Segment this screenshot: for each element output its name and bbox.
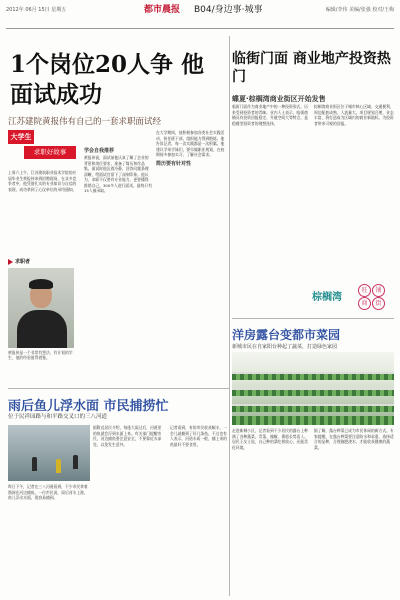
- story4-column-h: 昨日下午，记者在三八河道看到，不少市民拿着渔网在河边捕鱼。一位市民说，雨后河水上涨，鱼儿浮出水面，很容易捕到。: [8, 484, 88, 500]
- story1-column-a: 上周六上午，江苏建筑职业技术学院的应届毕业生黄报伟来到招聘现场，在众多竞争者中，他凭借扎实的专业知识与自信的表现，成功拿到了心仪单位的录用通知。: [8, 170, 77, 192]
- story3-headline: 洋房露台变都市菜园: [232, 328, 341, 342]
- masthead-rule: [6, 28, 394, 29]
- logo-text: 棕榈湾: [312, 292, 342, 303]
- story3-column-f: 走进新城小区，记者看到不少居民的露台上种满了各种蔬菜，青菜、辣椒、番茄长势喜人。居民王女士说，自己种的菜吃着放心，还能美化环境。: [232, 428, 308, 450]
- story2-column-d: 临街门面作为商业地产中的一种投资形式，历来受到投资者的青睐。业内人士表示，临街商铺具有投资回报稳定、升值空间大等特点，是稳健型投资者的理想选择。: [232, 104, 308, 126]
- story1-subhead: 江苏建院黄报伟有自己的一套求职面试经: [8, 117, 162, 127]
- logo-circle: 商: [358, 297, 371, 310]
- photo-rooftop-garden: [232, 352, 394, 425]
- masthead-page: B04/身边事·城事: [194, 5, 263, 15]
- story2-column-e: 棕榈湾商业街区位于城市核心区域，交通便利，周边配套成熟，人流量大。项目规划合理，业态丰富，将打造成为区域内的商业新地标，为投资者带来可观的回报。: [314, 104, 394, 126]
- masthead: [6, 2, 394, 16]
- story2-subhead: 蝶夏·棕榈湾商业街区开始发售: [232, 95, 326, 103]
- tag-job-story: 求职好故事: [24, 146, 76, 159]
- story3-subhead: 新城市民在自家阳台种起了蔬菜，打造绿色家园: [232, 344, 338, 350]
- column-divider: [229, 36, 230, 596]
- masthead-editors: 编辑/李伟 美编/张强 校对/王梅: [325, 7, 394, 13]
- story4-column-i: 据附近居民介绍，每逢大雨过后，河道里的鱼就会浮到水面上来。有关部门提醒市民，河边捕鱼要注意安全，不要靠近水深处，以免发生意外。: [93, 425, 162, 447]
- triangle-icon: [8, 259, 13, 265]
- story4-headline: 雨后鱼儿浮水面 市民捕捞忙: [8, 399, 169, 414]
- story1-tag: [8, 130, 76, 167]
- story2-headline: 临街门面 商业地产投资热门: [232, 51, 391, 85]
- section-divider: [8, 388, 230, 389]
- story1-column-b: [84, 145, 152, 355]
- zonglvwan-logo: [312, 282, 392, 310]
- story1-column-b-text: 黄报伟说，面试前他认真了解了企业的背景和岗位要求，准备了简历和作品集。面试时他沉着冷静，回答问题条理清晰，给面试官留下了深刻印象。他认为，求职不仅要有专业能力，更要懂得推销自己。300多人进行面试，最终只有15人被录取。: [84, 155, 152, 193]
- story1-column-c: [156, 130, 226, 356]
- tag-student: 大学生: [8, 130, 34, 144]
- story4-column-j: 记者看到，有的市民收获颇丰，一会儿就捕到了好几条鱼。不过也有人表示，河道水质一般，捕上来的鱼最好不要食用。: [170, 425, 227, 447]
- section-heading: 简历要有针对性: [156, 160, 192, 167]
- story1-headline: 1个岗位20人争 他面试成功: [10, 51, 205, 108]
- logo-circle: 铺: [372, 284, 385, 297]
- section-divider: [232, 318, 394, 319]
- masthead-brand: 都市晨报: [144, 5, 181, 15]
- photo-fishing: [8, 425, 90, 481]
- person-label: [8, 258, 78, 266]
- person-label-text: 求职者: [15, 259, 31, 265]
- story1-column-c-text: 在大学期间，他积极参加各类社会实践活动，担任班干部，组织能力得到锻炼。他告诉记者，每一次实践都是一次积累。他建议学弟学妹们，要早做职业规划，在校期间多参加实习，了解社会需求。: [156, 130, 225, 157]
- story4-subhead: 位于民祥园路与和平路交叉口的三八河道: [8, 414, 108, 420]
- story3-column-g: 据了解，露台种菜已成为市民休闲的新方式。专家提醒，在露台种菜要注意防水和承重，选择适合的品种，合理施肥浇水，才能收获健康的蔬菜。: [314, 428, 394, 450]
- logo-circle: 旺: [358, 284, 371, 297]
- logo-circle: 街: [372, 297, 385, 310]
- photo-student: [8, 268, 74, 348]
- photo-caption: 黄报伟是一个非常有想法、有计划的学生，他的经验值得借鉴。: [8, 350, 73, 360]
- masthead-date: 2012年 06月 15日 星期五: [6, 7, 67, 13]
- section-heading: 学会自我推荐: [84, 148, 115, 154]
